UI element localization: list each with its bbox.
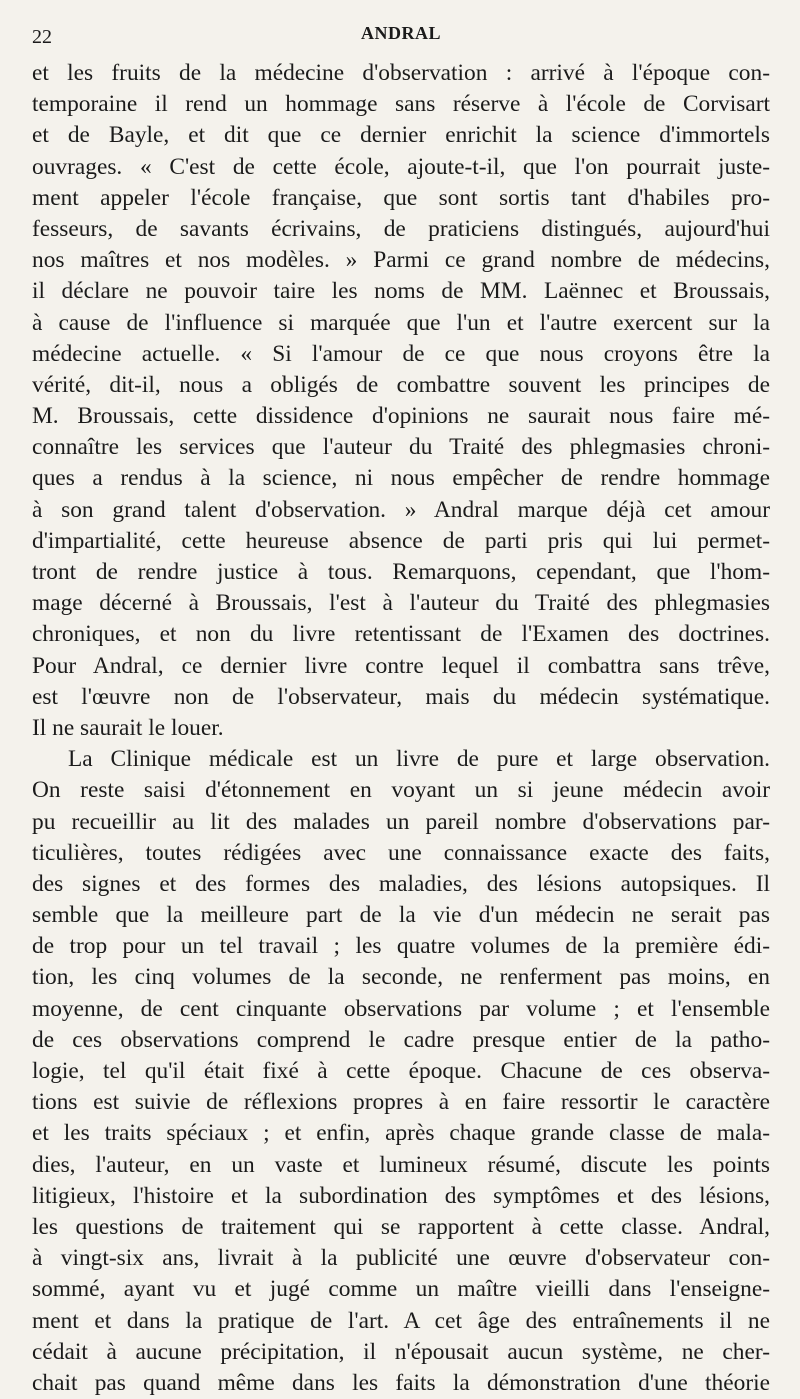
paragraph-1 bbox=[32, 58, 770, 744]
text-line: des signes et des formes des maladies, des lésions autopsiques. Il bbox=[32, 870, 770, 897]
text-line: semble que la meilleure part de la vie d'un médecin ne serait pas bbox=[32, 902, 770, 929]
text-line: chait pas quand même dans les faits la démonstration d'une théorie bbox=[32, 1369, 770, 1396]
body-text bbox=[32, 58, 770, 1399]
text-line: On reste saisi d'étonnement en voyant un si jeune médecin avoir bbox=[32, 777, 770, 804]
text-line: nos maîtres et nos modèles. » Parmi ce grand nombre de médecins, bbox=[32, 247, 770, 274]
text-line: cédait à aucune précipitation, il n'épousait aucun système, ne cher- bbox=[32, 1338, 770, 1365]
text-line: chroniques, et non du livre retentissant de l'Examen des doctrines. bbox=[32, 621, 770, 648]
text-line: Il ne saurait le louer. bbox=[32, 714, 224, 741]
text-line: logie, tel qu'il était fixé à cette époque. Chacune de ces observa- bbox=[32, 1058, 770, 1084]
running-title: ANDRAL bbox=[360, 23, 441, 43]
text-line: La Clinique médicale est un livre de pure et large observation. bbox=[68, 746, 770, 773]
text-line: ques a rendus à la science, ni nous empêcher de rendre hommage bbox=[32, 465, 770, 492]
text-line: ouvrages. « C'est de cette école, ajoute-t-il, que l'on pourrait juste- bbox=[32, 153, 770, 180]
text-line: et les traits spéciaux ; et enfin, après chaque grande classe de mala- bbox=[32, 1120, 770, 1147]
text-line: de trop pour un tel travail ; les quatre volumes de la première édi- bbox=[32, 933, 770, 960]
text-line: de ces observations comprend le cadre presque entier de la patho- bbox=[32, 1026, 770, 1053]
text-line: fesseurs, de savants écrivains, de praticiens distingués, aujourd'hui bbox=[32, 215, 770, 242]
text-line: vérité, dit-il, nous a obligés de combattre souvent les principes de bbox=[32, 371, 770, 398]
text-line: sommé, ayant vu et jugé comme un maître vieilli dans l'enseigne- bbox=[32, 1276, 770, 1303]
text-line: il déclare ne pouvoir taire les noms de MM. Laënnec et Broussais, bbox=[32, 278, 770, 305]
text-line: est l'œuvre non de l'observateur, mais du médecin systématique. bbox=[32, 683, 770, 710]
text-line: temporaine il rend un hommage sans réserve à l'école de Corvisart bbox=[32, 91, 770, 118]
text-line: et de Bayle, et dit que ce dernier enrichit la science d'immortels bbox=[32, 122, 770, 149]
book-page bbox=[32, 18, 770, 1399]
text-line: ment et dans la pratique de l'art. A cet âge des entraînements il ne bbox=[32, 1307, 770, 1334]
text-line: Pour Andral, ce dernier livre contre lequel il combattra sans trêve, bbox=[32, 652, 770, 679]
text-line: et les fruits de la médecine d'observation : arrivé à l'époque con- bbox=[32, 60, 770, 86]
page-header bbox=[32, 18, 770, 58]
text-line: à vingt-six ans, livrait à la publicité une œuvre d'observateur con- bbox=[32, 1245, 770, 1272]
text-line: médecine actuelle. « Si l'amour de ce que nous croyons être la bbox=[32, 340, 770, 367]
text-line: moyenne, de cent cinquante observations par volume ; et l'ensemble bbox=[32, 995, 770, 1022]
text-line: pu recueillir au lit des malades un pareil nombre d'observations par- bbox=[32, 808, 770, 835]
page-number: 22 bbox=[32, 26, 52, 48]
text-line: ment appeler l'école française, que sont sortis tant d'habiles pro- bbox=[32, 184, 770, 211]
text-line: dies, l'auteur, en un vaste et lumineux résumé, discute les points bbox=[32, 1151, 770, 1178]
text-line: M. Broussais, cette dissidence d'opinions ne saurait nous faire mé- bbox=[32, 403, 770, 430]
text-line: les questions de traitement qui se rapportent à cette classe. Andral, bbox=[32, 1213, 770, 1240]
text-line: tront de rendre justice à tous. Remarquons, cependant, que l'hom- bbox=[32, 559, 770, 585]
paragraph-2 bbox=[32, 744, 770, 1399]
text-line: tion, les cinq volumes de la seconde, ne renferment pas moins, en bbox=[32, 964, 770, 991]
text-line: mage décerné à Broussais, l'est à l'auteur du Traité des phlegmasies bbox=[32, 590, 770, 617]
text-line: litigieux, l'histoire et la subordination des symptômes et des lésions, bbox=[32, 1182, 770, 1209]
text-line: à son grand talent d'observation. » Andral marque déjà cet amour bbox=[32, 496, 770, 523]
text-line: à cause de l'influence si marquée que l'un et l'autre exercent sur la bbox=[32, 309, 770, 336]
text-line: tions est suivie de réflexions propres à en faire ressortir le caractère bbox=[32, 1089, 770, 1116]
text-line: connaître les services que l'auteur du Traité des phlegmasies chroni- bbox=[32, 434, 770, 461]
text-line: d'impartialité, cette heureuse absence de parti pris qui lui permet- bbox=[32, 527, 770, 554]
text-line: ticulières, toutes rédigées avec une connaissance exacte des faits, bbox=[32, 839, 770, 866]
